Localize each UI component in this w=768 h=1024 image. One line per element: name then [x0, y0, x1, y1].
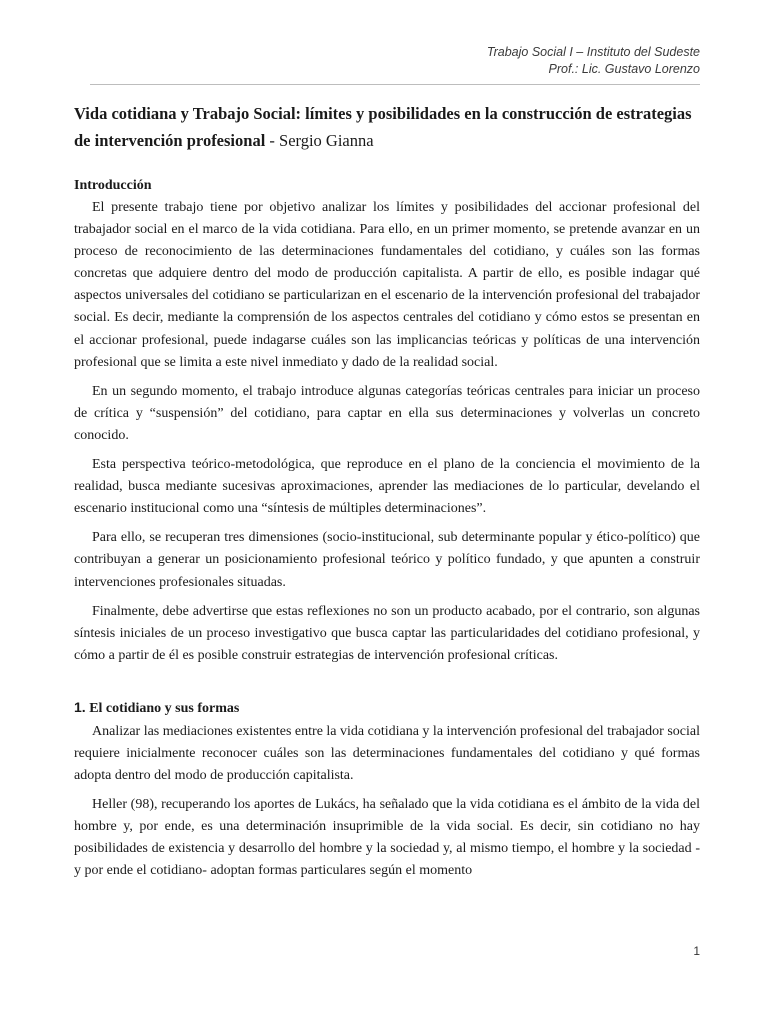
intro-paragraph-5: Finalmente, debe advertirse que estas reflexiones no son un producto acabado, por el contrario, son algunas síntesis iniciales de un proceso investigativo que busca captar las particularidades del cotidiano profesional, y cómo a partir de él es posible construir estrategias de intervención profesional críticas. [74, 603, 700, 663]
intro-paragraph-4: Para ello, se recuperan tres dimensiones (socio-institucional, sub determinante popular y ético-político) que contribuyan a generar un posicionamiento profesional teórico y político fundado, y que apunten a construir intervenciones profesionales situadas. [74, 530, 700, 590]
document-title [74, 100, 700, 154]
section-1-paragraph-2: Heller (98), recuperando los aportes de Lukács, ha señalado que la vida cotidiana es el ámbito de la vida del hombre y, por ende, es una determinación insuprimible de la vida social. Es decir, sin cotidiano no hay posibilidades de existencia y desarrollo del hombre y la sociedad y, al mismo tiempo, el hombre y la sociedad -y por ende el cotidiano- adoptan formas particulares según el momento [74, 797, 700, 879]
title-text: Vida cotidiana y Trabajo Social: límites y posibilidades en la construcción de estrategias de intervención profesional [74, 104, 692, 150]
section-title: El cotidiano y sus formas [89, 700, 240, 716]
intro-paragraph-1: El presente trabajo tiene por objetivo analizar los límites y posibilidades del accionar profesional del trabajador social en el marco de la vida cotidiana. Para ello, en un primer momento, se pretende avanzar en un proceso de reconocimiento de las determinaciones fundamentales del cotidiano, y cuáles son las formas concretas que adquiere dentro del modo de producción capitalista. A partir de ello, es posible indagar qué aspectos universales del cotidiano se particularizan en el escenario de la intervención profesional del trabajador social. Es decir, mediante la comprensión de los aspectos centrales del cotidiano y cómo estos se presentan en el accionar profesional, puede indagarse cuáles son las implicancias teóricas y políticas de una intervención profesional que se limita a este nivel inmediato y dado de la realidad social. [74, 200, 700, 370]
section-1-paragraph-1: Analizar las mediaciones existentes entre la vida cotidiana y la intervención profesional del trabajador social requiere inicialmente reconocer cuáles son las determinaciones fundamentales del cotidiano y qué formas adopta dentro del modo de producción capitalista. [74, 723, 700, 784]
page-number: 1 [693, 944, 700, 958]
document-body [74, 100, 700, 890]
intro-paragraph-3: Esta perspectiva teórico-metodológica, que reproduce en el plano de la conciencia el movimiento de la realidad, busca mediante sucesivas aproximaciones, aprender las mediaciones de lo particular, develando el escenario institucional como una “síntesis de múltiples determinaciones”. [74, 457, 700, 517]
section-number: 1. [74, 698, 86, 715]
title-separator: - [265, 131, 280, 150]
author-name: Sergio Gianna [279, 131, 374, 150]
section-1-heading [74, 697, 700, 719]
page-header [487, 44, 700, 78]
header-course-line: Trabajo Social I – Instituto del Sudeste [486, 45, 700, 59]
header-professor-line: Prof.: Lic. Gustavo Lorenzo [548, 62, 700, 76]
introduction-heading: Introducción [74, 178, 152, 193]
header-divider [90, 84, 700, 85]
intro-paragraph-2: En un segundo momento, el trabajo introduce algunas categorías teóricas centrales para iniciar un proceso de crítica y “suspensión” del cotidiano, para captar en ella sus determinaciones y volverlas un concreto conocido. [74, 383, 700, 443]
